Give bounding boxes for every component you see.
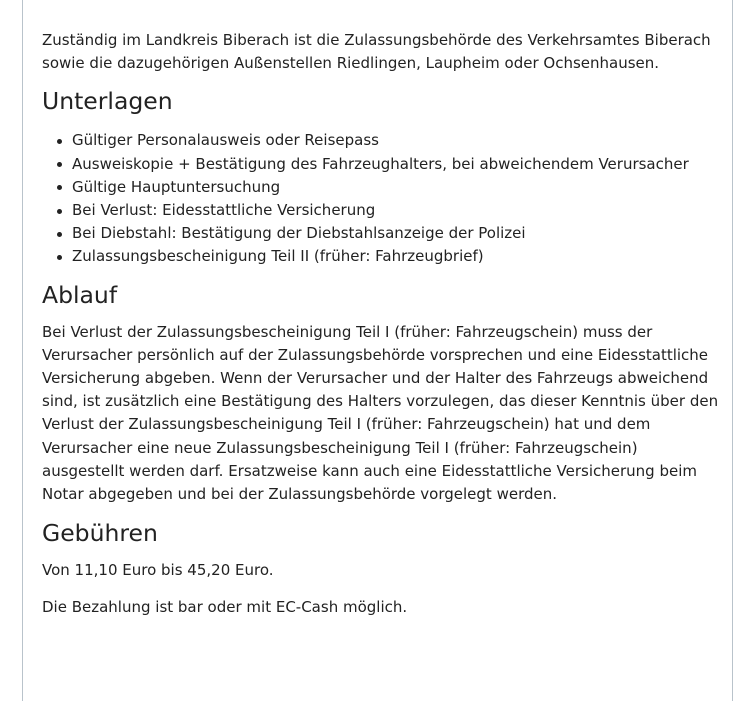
list-item: Zulassungsbescheinigung Teil II (früher: Fahrzeugbrief) — [72, 245, 724, 268]
payment-paragraph: Die Bezahlung ist bar oder mit EC-Cash möglich. — [42, 598, 408, 617]
gebuehren-heading: Gebühren — [42, 519, 158, 548]
fee-paragraph: Von 11,10 Euro bis 45,20 Euro. — [42, 561, 274, 580]
intro-paragraph: Zuständig im Landkreis Biberach ist die Zulassungsbehörde des Verkehrsamtes Biberach sowie die dazugehörigen Außenstellen Riedlingen, Laupheim oder Ochsenhausen. — [42, 31, 711, 73]
list-item: Gültiger Personalausweis oder Reisepass — [72, 129, 724, 152]
list-item: Gültige Hauptuntersuchung — [72, 176, 724, 199]
ablauf-paragraph: Bei Verlust der Zulassungsbescheinigung Teil I (früher: Fahrzeugschein) muss der Verursacher persönlich auf der Zulassungsbehörde vorsprechen und eine Eidesstattliche Versicherung abgeben. Wenn der Verursacher und der Halter des Fahrzeugs abweichend sind, ist zusätzlich eine Bestätigung des Halters vorzulegen, das dieser Kenntnis über den Verlust der Zulassungsbescheinigung Teil I (früher: Fahrzeugschein) hat und dem Verursacher eine neue Zulassungsbescheinigung Teil I (früher: Fahrzeugschein) ausgestellt werden darf. Ersatzweise kann auch eine Eidesstattliche Versicherung beim Notar abgegeben und bei der Zulassungsbehörde vorgelegt werden. — [42, 322, 719, 504]
unterlagen-list — [42, 129, 724, 268]
ablauf-heading: Ablauf — [42, 280, 118, 309]
list-item: Bei Diebstahl: Bestätigung der Diebstahlsanzeige der Polizei — [72, 222, 724, 245]
article-content — [42, 29, 724, 620]
unterlagen-heading: Unterlagen — [42, 87, 173, 116]
list-item: Bei Verlust: Eidesstattliche Versicherung — [72, 199, 724, 222]
list-item: Ausweiskopie + Bestätigung des Fahrzeughalters, bei abweichendem Verursacher — [72, 153, 724, 176]
